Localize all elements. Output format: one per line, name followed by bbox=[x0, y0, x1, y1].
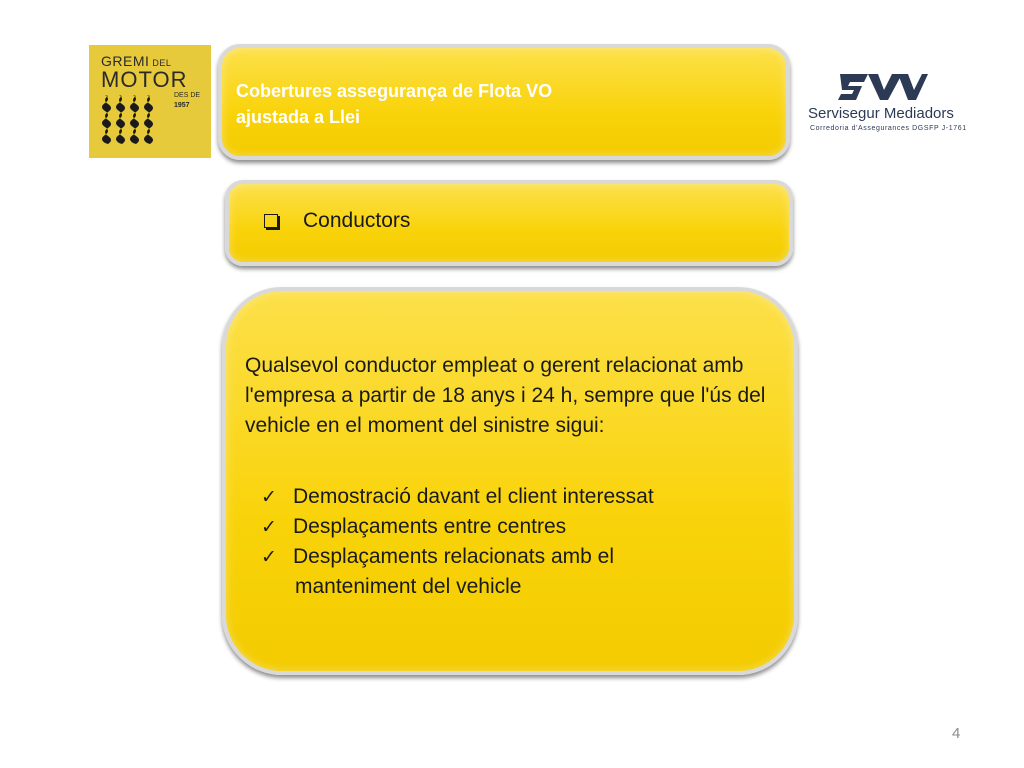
check-icon: ✓ bbox=[261, 546, 277, 568]
list-item bbox=[261, 512, 654, 542]
list-item-text: Desplaçaments entre centres bbox=[293, 515, 567, 538]
checkbox-icon bbox=[264, 214, 278, 228]
section-header bbox=[225, 180, 793, 266]
servisegur-mark-icon bbox=[838, 70, 928, 102]
logo-text-motor: MOTOR bbox=[101, 67, 188, 92]
spring-graphic-icon bbox=[101, 93, 171, 153]
conditions-list bbox=[261, 482, 654, 602]
intro-paragraph: Qualsevol conductor empleat o gerent relacionat amb l'empresa a partir de 18 anys i 24 h, sempre que l'ús del vehicle en el moment del sinistre sigui: bbox=[245, 354, 766, 437]
list-item-text: Demostració davant el client interessat bbox=[293, 485, 654, 508]
logo-text-des-de: DES DE bbox=[174, 92, 201, 99]
servisegur-logo bbox=[808, 70, 968, 140]
title-banner bbox=[218, 44, 790, 160]
servisegur-brand: Servisegur Mediadors bbox=[808, 105, 954, 122]
page-number: 4 bbox=[952, 725, 961, 742]
section-heading: Conductors bbox=[303, 209, 411, 232]
content-box bbox=[222, 287, 798, 675]
logo-text-del: DEL bbox=[152, 58, 172, 68]
check-icon: ✓ bbox=[261, 486, 277, 508]
check-icon: ✓ bbox=[261, 516, 277, 538]
list-item bbox=[261, 482, 654, 512]
list-item-continuation: manteniment del vehicle bbox=[295, 575, 522, 598]
list-item-text: Desplaçaments relacionats amb el bbox=[293, 545, 614, 568]
slide-title: Cobertures assegurança de Flota VO ajustada a Llei bbox=[236, 81, 553, 127]
logo-text-year: 1957 bbox=[174, 102, 190, 109]
logo-text-gremi: GREMI bbox=[101, 53, 150, 69]
servisegur-subtitle: Corredoria d'Assegurances DGSFP J-1761 bbox=[810, 125, 967, 132]
gremi-del-motor-logo bbox=[89, 45, 211, 158]
list-item bbox=[261, 542, 654, 572]
